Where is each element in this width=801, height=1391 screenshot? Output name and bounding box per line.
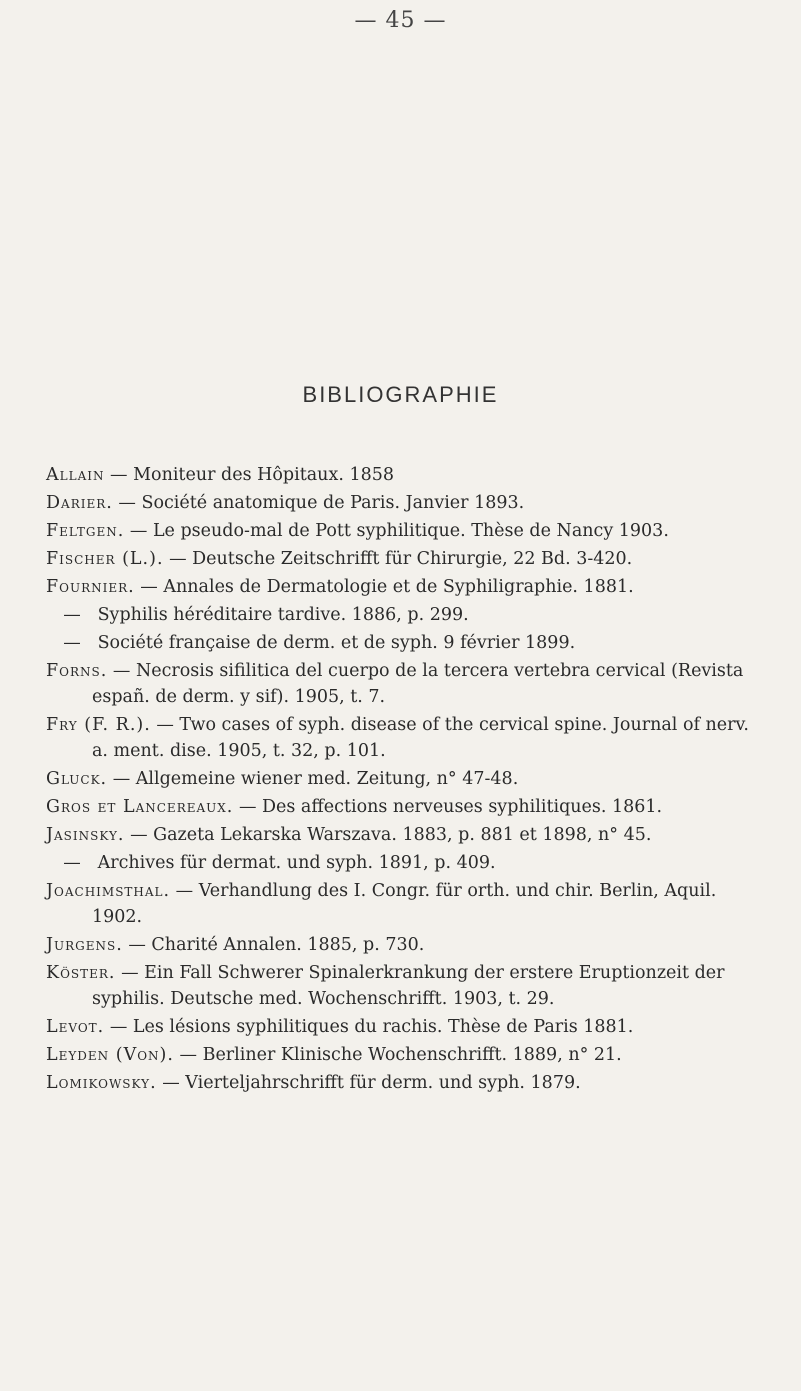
entry-author-dash: — [63,605,81,625]
entry-author: Darier. [46,493,113,513]
entry-text: — Deutsche Zeitschrifft für Chirurgie, 22 Bd. 3-420. [163,549,633,569]
entry-author: Forns. [46,661,108,681]
page-number: — 45 — [354,8,447,33]
entry-author: Gros et Lancereaux. [46,797,234,817]
entry-text: — Verhandlung des I. Congr. für orth. und chir. Berlin, Aquil. 1902. [92,881,717,927]
bibliography-entry [46,794,766,820]
bibliography-entry [46,1014,766,1040]
bibliography-entry [46,462,766,488]
entry-author: Joachimsthal. [46,881,171,901]
bibliography-entry [46,630,766,656]
entry-author: Jasinsky. [46,825,125,845]
bibliography-entry [46,878,766,930]
entry-text: — Des affections nerveuses syphilitiques. 1861. [233,797,663,817]
entry-text: — Vierteljahrschrifft für derm. und syph. 1879. [156,1073,581,1093]
entry-text: — Le pseudo-mal de Pott syphilitique. Thèse de Nancy 1903. [124,521,669,541]
entry-author: Fry (F. R.). [46,715,151,735]
entry-author: Leyden (Von). [46,1045,174,1065]
entry-text: — Annales de Dermatologie et de Syphiligraphie. 1881. [134,577,634,597]
bibliography-entry [46,546,766,572]
bibliography-list [46,462,766,1098]
entry-text: Société française de derm. et de syph. 9 février 1899. [92,633,576,653]
bibliography-entry [46,850,766,876]
entry-author: Köster. [46,963,116,983]
bibliography-entry [46,574,766,600]
entry-text: Archives für dermat. und syph. 1891, p. 409. [92,853,496,873]
entry-text: — Ein Fall Schwerer Spinalerkrankung der erstere Eruptionzeit der syphilis. Deutsche med. Wochenschrifft. 1903, t. 29. [92,963,725,1009]
entry-author: Feltgen. [46,521,125,541]
bibliography-entry [46,518,766,544]
bibliography-entry [46,490,766,516]
bibliography-entry [46,602,766,628]
entry-author: Fischer (L.). [46,549,164,569]
entry-author: Levot. [46,1017,105,1037]
entry-author: Lomikowsky. [46,1073,157,1093]
entry-author: Allain [46,465,105,485]
entry-author-dash: — [63,853,81,873]
bibliography-entry [46,766,766,792]
bibliography-entry [46,1042,766,1068]
bibliography-entry [46,932,766,958]
bibliography-entry [46,960,766,1012]
entry-text: — Berliner Klinische Wochenschrifft. 1889, n° 21. [173,1045,622,1065]
entry-text: — Charité Annalen. 1885, p. 730. [122,935,425,955]
bibliography-entry [46,712,766,764]
bibliography-heading: BIBLIOGRAPHIE [302,382,499,407]
bibliography-entry [46,658,766,710]
entry-text: — Allgemeine wiener med. Zeitung, n° 47-48. [107,769,519,789]
entry-author-dash: — [63,633,81,653]
entry-text: — Two cases of syph. disease of the cervical spine. Journal of nerv. a. ment. dise. 1905, t. 32, p. 101. [92,715,749,761]
entry-author: Jurgens. [46,935,123,955]
entry-text: — Société anatomique de Paris. Janvier 1893. [112,493,525,513]
entry-text: — Moniteur des Hôpitaux. 1858 [104,465,394,485]
entry-author: Gluck. [46,769,108,789]
bibliography-entry [46,822,766,848]
entry-author: Fournier. [46,577,135,597]
entry-text: — Les lésions syphilitiques du rachis. Thèse de Paris 1881. [104,1017,634,1037]
entry-text: — Gazeta Lekarska Warszava. 1883, p. 881 et 1898, n° 45. [124,825,652,845]
entry-text: Syphilis héréditaire tardive. 1886, p. 299. [92,605,469,625]
entry-text: — Necrosis sifilitica del cuerpo de la tercera vertebra cervical (Revista españ. de derm. y sif). 1905, t. 7. [92,661,744,707]
bibliography-entry [46,1070,766,1096]
